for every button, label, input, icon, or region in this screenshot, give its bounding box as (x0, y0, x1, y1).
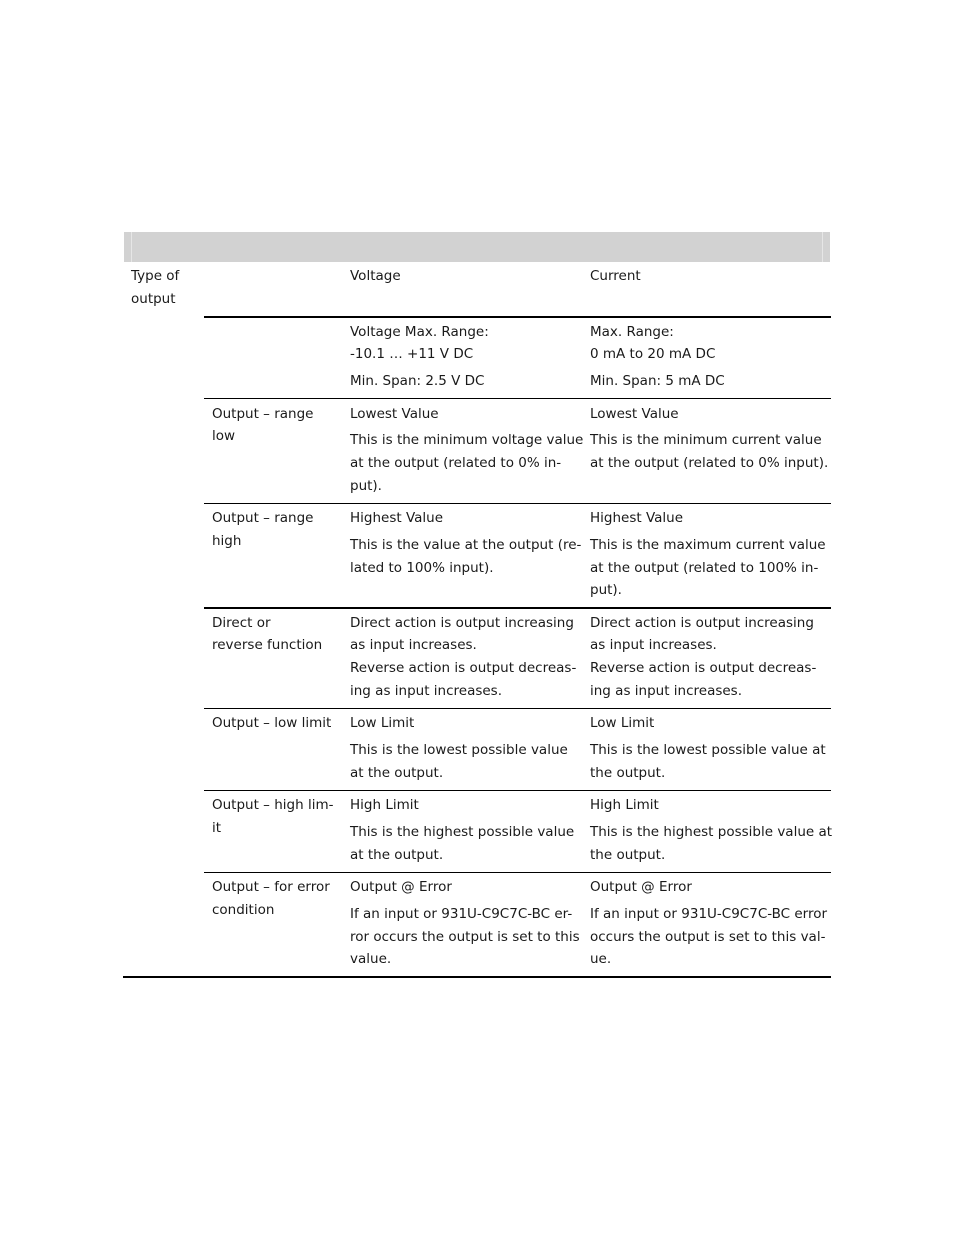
range-low-voltage-line3: at the output (related to 0% in- (350, 455, 562, 471)
row-divider (204, 316, 831, 318)
row-divider (204, 398, 831, 399)
range-high-voltage-line3: lated to 100% input). (350, 560, 494, 576)
range-low-label-line1: Output – range (212, 406, 314, 422)
direction-voltage-line2: as input increases. (350, 637, 477, 653)
range-low-label-line2: low (212, 428, 236, 444)
direction-voltage-line1: Direct action is output increasing (350, 615, 574, 631)
header-band-divider (131, 232, 132, 262)
range-low-current-line3: at the output (related to 0% input). (590, 455, 829, 471)
error-voltage-line3: ror occurs the output is set to this (350, 929, 580, 945)
error-current-line1: Output @ Error (590, 879, 692, 895)
high-limit-current-line1: High Limit (590, 797, 659, 813)
error-label-line1: Output – for error (212, 879, 330, 895)
range-low-voltage-line2: This is the minimum voltage value (350, 432, 584, 448)
low-limit-voltage-line3: at the output. (350, 765, 444, 781)
low-limit-voltage-line1: Low Limit (350, 715, 415, 731)
high-limit-voltage-line2: This is the highest possible value (350, 824, 575, 840)
range-high-voltage-line1: Highest Value (350, 510, 444, 526)
direction-voltage-line4: ing as input increases. (350, 683, 503, 699)
range-high-current-line4: put). (590, 582, 622, 598)
range-low-current-line2: This is the minimum current value (590, 432, 822, 448)
low-limit-label: Output – low limit (212, 715, 332, 731)
row-divider (204, 607, 831, 609)
error-voltage-line4: value. (350, 951, 392, 967)
direction-current-line3: Reverse action is output decreas- (590, 660, 817, 676)
high-limit-label-line2: it (212, 820, 222, 836)
direction-label-line2: reverse function (212, 637, 323, 653)
range-high-current-line2: This is the maximum current value (590, 537, 826, 553)
direction-current-line2: as input increases. (590, 637, 717, 653)
range-current-line2: 0 mA to 20 mA DC (590, 346, 716, 362)
range-high-current-line1: Highest Value (590, 510, 684, 526)
type-of-output-label-line2: output (131, 291, 176, 307)
range-voltage-line1: Voltage Max. Range: (350, 324, 489, 340)
type-of-output-label-line1: Type of (131, 268, 180, 284)
range-low-current-line1: Lowest Value (590, 406, 679, 422)
table-header-band (124, 232, 830, 262)
voltage-column-header: Voltage (350, 268, 401, 284)
range-high-label-line1: Output – range (212, 510, 314, 526)
direction-voltage-line3: Reverse action is output decreas- (350, 660, 577, 676)
high-limit-current-line2: This is the highest possible value at (590, 824, 833, 840)
high-limit-voltage-line1: High Limit (350, 797, 419, 813)
range-high-current-line3: at the output (related to 100% in- (590, 560, 819, 576)
range-voltage-line3: Min. Span: 2.5 V DC (350, 373, 485, 389)
row-divider (204, 503, 831, 504)
range-voltage-line2: -10.1 … +11 V DC (350, 346, 474, 362)
low-limit-voltage-line2: This is the lowest possible value (350, 742, 568, 758)
low-limit-current-line2: This is the lowest possible value at (590, 742, 826, 758)
row-divider (204, 790, 831, 791)
range-high-voltage-line2: This is the value at the output (re- (350, 537, 582, 553)
range-current-line3: Min. Span: 5 mA DC (590, 373, 725, 389)
high-limit-voltage-line3: at the output. (350, 847, 444, 863)
high-limit-current-line3: the output. (590, 847, 666, 863)
row-divider (204, 708, 831, 709)
range-low-voltage-line1: Lowest Value (350, 406, 439, 422)
error-label-line2: condition (212, 902, 275, 918)
range-high-label-line2: high (212, 533, 242, 549)
error-voltage-line1: Output @ Error (350, 879, 452, 895)
current-column-header: Current (590, 268, 641, 284)
table-bottom-rule (123, 976, 831, 978)
direction-current-line1: Direct action is output increasing (590, 615, 814, 631)
error-current-line2: If an input or 931U-C9C7C-BC error (590, 906, 828, 922)
range-current-line1: Max. Range: (590, 324, 674, 340)
row-divider (204, 872, 831, 873)
direction-label-line1: Direct or (212, 615, 271, 631)
low-limit-current-line3: the output. (590, 765, 666, 781)
high-limit-label-line1: Output – high lim- (212, 797, 334, 813)
low-limit-current-line1: Low Limit (590, 715, 655, 731)
header-band-divider (822, 232, 823, 262)
direction-current-line4: ing as input increases. (590, 683, 743, 699)
range-low-voltage-line4: put). (350, 478, 382, 494)
error-current-line3: occurs the output is set to this val- (590, 929, 826, 945)
error-current-line4: ue. (590, 951, 612, 967)
error-voltage-line2: If an input or 931U-C9C7C-BC er- (350, 906, 573, 922)
